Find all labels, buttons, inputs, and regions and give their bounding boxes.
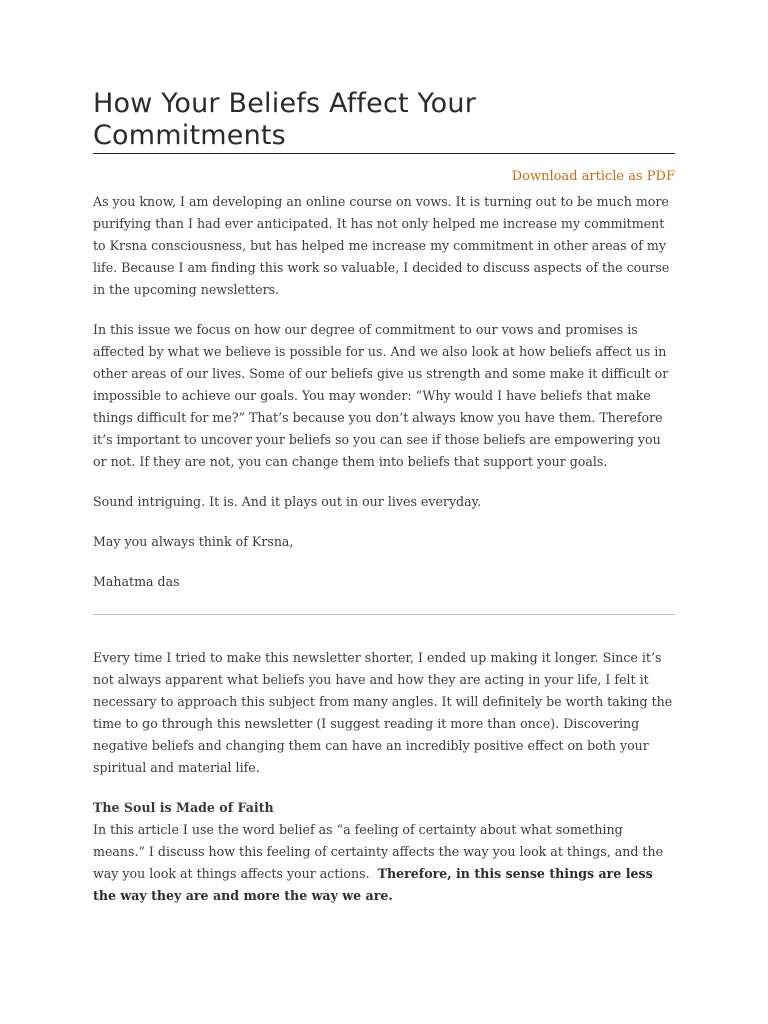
article-body	[93, 191, 675, 907]
download-pdf-link[interactable]: Download article as PDF	[511, 169, 675, 184]
intro-paragraph-3: Sound intriguing. It is. And it plays out in our lives everyday.	[93, 494, 482, 509]
article-title	[93, 88, 675, 154]
section-paragraph-emphasis: Therefore, in this sense things are less the way they are and more the way we are.	[93, 866, 653, 903]
title-line-1: How Your Beliefs Affect Your	[93, 88, 476, 119]
section-paragraph-text: In this article I use the word belief as “a feeling of certainty about what something means.” I discuss how this feeling of certainty affects the way you look at things, and the way you look at things affects your actions.	[93, 822, 664, 881]
main-paragraph: Every time I tried to make this newsletter shorter, I ended up making it longer. Since it’s not always apparent what beliefs you have and how they are acting in your life, I felt it necessary to approach this subject from many angles. It will definitely be worth taking the time to go through this newsletter (I suggest reading it more than once). Discovering negative beliefs and changing them can have an incredibly positive effect on both your spiritual and material life.	[93, 650, 673, 775]
section-divider	[93, 614, 675, 615]
intro-paragraph-1: As you know, I am developing an online course on vows. It is turning out to be much more purifying than I had ever anticipated. It has not only helped me increase my commitment to Krsna consciousness, but has helped me increase my commitment in other areas of my life. Because I am finding this work so valuable, I decided to discuss aspects of the course in the upcoming newsletters.	[93, 194, 670, 297]
intro-paragraph-2: In this issue we focus on how our degree of commitment to our vows and promises is affected by what we believe is possible for us. And we also look at how beliefs affect us in other areas of our lives. Some of our beliefs give us strength and some make it difficult or impossible to achieve our goals. You may wonder: “Why would I have beliefs that make things difficult for me?” That’s because you don’t always know you have them. Therefore it’s important to uncover your beliefs so you can see if those beliefs are empowering you or not. If they are not, you can change them into beliefs that support your goals.	[93, 322, 669, 469]
closing-line: May you always think of Krsna,	[93, 534, 294, 549]
title-line-2: Commitments	[93, 120, 286, 151]
section-paragraph	[93, 819, 675, 907]
section-heading: The Soul is Made of Faith	[93, 800, 274, 815]
article	[93, 88, 675, 907]
author-signature: Mahatma das	[93, 574, 180, 589]
